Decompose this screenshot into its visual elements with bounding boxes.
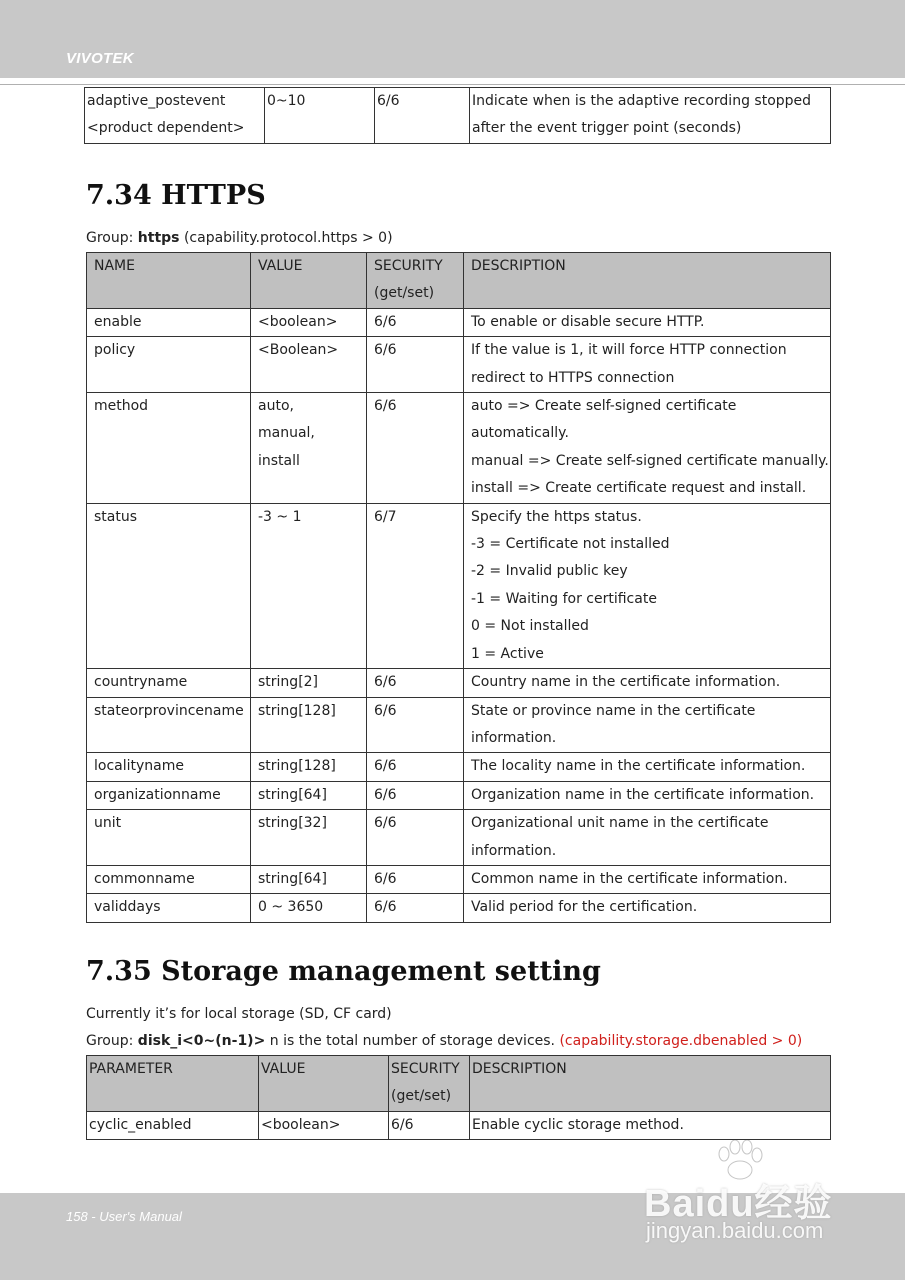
param-security-cell: 6/6 (367, 894, 464, 922)
description-line: -3 = Certificate not installed (471, 536, 670, 553)
param-description-cell (464, 697, 831, 753)
param-value-cell (251, 865, 367, 893)
description-line: If the value is 1, it will force HTTP connection (471, 342, 787, 359)
table-row (87, 393, 831, 504)
param-name-cell (85, 88, 265, 144)
param-security-cell: 6/6 (367, 669, 464, 697)
value-line: <Boolean> (258, 342, 339, 359)
group-note: n is the total number of storage devices. (265, 1033, 560, 1049)
description-line: after the event trigger point (seconds) (472, 120, 742, 137)
description-line: Organization name in the certificate information. (471, 786, 815, 803)
table-row (87, 1111, 831, 1139)
value-line: manual, (258, 425, 315, 442)
value-line: install (258, 452, 300, 469)
watermark-site-text: jingyan.baidu.com (646, 1218, 824, 1243)
description-line: Specify the https status. (471, 508, 642, 525)
param-name-line: <product dependent> (87, 120, 245, 137)
value-line: auto, (258, 398, 294, 415)
table-row (87, 753, 831, 781)
param-value-cell (251, 337, 367, 393)
section-heading-https: 7.34 HTTPS (86, 180, 266, 211)
column-header-description: DESCRIPTION (464, 253, 831, 309)
param-value-cell (251, 308, 367, 336)
baidu-watermark (640, 1140, 860, 1250)
security-header-line: (get/set) (391, 1088, 452, 1105)
param-description-cell (464, 337, 831, 393)
column-header-security (367, 253, 464, 309)
param-value-cell: <boolean> (259, 1111, 389, 1139)
param-name-cell: method (87, 393, 251, 504)
param-description-cell: Enable cyclic storage method. (470, 1111, 831, 1139)
table-row (87, 503, 831, 668)
description-line: -2 = Invalid public key (471, 563, 628, 580)
description-line: Common name in the certificate information. (471, 870, 788, 887)
value-line: string[128] (258, 702, 336, 719)
param-description-cell (470, 88, 831, 144)
param-description-cell (464, 810, 831, 866)
param-security-cell: 6/6 (367, 697, 464, 753)
table-row (87, 810, 831, 866)
description-line: Organizational unit name in the certificate (471, 815, 769, 832)
table-header-row (87, 1056, 831, 1112)
table-header-row (87, 253, 831, 309)
param-value-cell (251, 669, 367, 697)
group-label: Group: (86, 1033, 138, 1049)
value-line: string[64] (258, 870, 327, 887)
param-description-cell (464, 781, 831, 809)
https-table-body (87, 308, 831, 922)
param-security-cell: 6/6 (367, 393, 464, 504)
group-line-storage (86, 1033, 802, 1049)
security-header-line: (get/set) (374, 285, 435, 302)
storage-intro: Currently it’s for local storage (SD, CF card) (86, 1006, 392, 1022)
param-value-cell (251, 393, 367, 504)
description-line: -1 = Waiting for certificate (471, 590, 657, 607)
param-name-cell: unit (87, 810, 251, 866)
header-divider (0, 84, 905, 85)
param-name-cell: enable (87, 308, 251, 336)
param-security-cell: 6/6 (367, 810, 464, 866)
description-line: information. (471, 729, 557, 746)
param-security-cell: 6/6 (375, 88, 470, 144)
description-line: automatically. (471, 425, 569, 442)
value-line: <boolean> (258, 313, 338, 330)
group-condition: (capability.protocol.https > 0) (179, 230, 393, 246)
section-heading-storage: 7.35 Storage management setting (86, 956, 601, 987)
table-row (87, 781, 831, 809)
table-row (87, 669, 831, 697)
param-value-cell (251, 894, 367, 922)
continued-parameter-table (84, 87, 831, 144)
column-header-name: NAME (87, 253, 251, 309)
security-header-line: SECURITY (374, 258, 443, 274)
description-line: To enable or disable secure HTTP. (471, 313, 705, 330)
param-value-cell (251, 753, 367, 781)
description-line: install => Create certificate request and install. (471, 480, 807, 497)
column-header-security (389, 1056, 470, 1112)
description-line: Indicate when is the adaptive recording stopped (472, 93, 812, 109)
param-description-cell (464, 753, 831, 781)
param-value-cell (251, 810, 367, 866)
param-description-cell (464, 393, 831, 504)
table-row (87, 865, 831, 893)
security-header-line: SECURITY (391, 1061, 460, 1077)
value-line: string[64] (258, 786, 327, 803)
param-description-cell (464, 865, 831, 893)
column-header-description: DESCRIPTION (470, 1056, 831, 1112)
param-name-cell: localityname (87, 753, 251, 781)
param-name-cell: policy (87, 337, 251, 393)
param-name-cell: status (87, 503, 251, 668)
storage-parameter-table (86, 1055, 831, 1140)
group-line-https (86, 230, 393, 246)
value-line: string[32] (258, 815, 327, 832)
value-line: 0 ~ 3650 (258, 899, 324, 916)
table-row (87, 308, 831, 336)
param-name-cell: commonname (87, 865, 251, 893)
value-line: string[2] (258, 674, 319, 691)
param-name-line: adaptive_postevent (87, 93, 226, 109)
table-row (87, 337, 831, 393)
brand-logo-text: VIVOTEK (66, 50, 134, 67)
description-line: State or province name in the certificate (471, 702, 756, 719)
param-security-cell: 6/7 (367, 503, 464, 668)
description-line: auto => Create self-signed certificate (471, 398, 737, 415)
param-name-cell: cyclic_enabled (87, 1111, 259, 1139)
param-name-cell: validdays (87, 894, 251, 922)
description-line: manual => Create self-signed certificate manually. (471, 452, 829, 469)
value-line: string[128] (258, 758, 336, 775)
param-security-cell: 6/6 (367, 308, 464, 336)
param-description-cell (464, 308, 831, 336)
description-line: The locality name in the certificate information. (471, 758, 806, 775)
description-line: 1 = Active (471, 645, 544, 662)
description-line: redirect to HTTPS connection (471, 369, 675, 386)
group-condition: (capability.storage.dbenabled > 0) (559, 1033, 803, 1049)
param-description-cell (464, 894, 831, 922)
page-number: 158 - User's Manual (66, 1209, 182, 1224)
param-security-cell: 6/6 (367, 753, 464, 781)
param-value-cell (251, 781, 367, 809)
column-header-value: VALUE (251, 253, 367, 309)
param-name-cell: countryname (87, 669, 251, 697)
param-security-cell: 6/6 (389, 1111, 470, 1139)
param-security-cell: 6/6 (367, 337, 464, 393)
https-parameter-table (86, 252, 831, 923)
column-header-name: PARAMETER (87, 1056, 259, 1112)
param-security-cell: 6/6 (367, 781, 464, 809)
column-header-value: VALUE (259, 1056, 389, 1112)
param-security-cell: 6/6 (367, 865, 464, 893)
table-row (87, 894, 831, 922)
param-value-cell (251, 503, 367, 668)
value-line: -3 ~ 1 (258, 508, 302, 525)
group-label: Group: (86, 230, 138, 246)
param-description-cell (464, 503, 831, 668)
table-row (85, 88, 831, 144)
param-value-cell: 0~10 (265, 88, 375, 144)
description-line: Country name in the certificate information. (471, 674, 781, 691)
param-description-cell (464, 669, 831, 697)
page-header-band (0, 0, 905, 78)
description-line: Valid period for the certification. (471, 899, 698, 916)
param-name-cell: organizationname (87, 781, 251, 809)
param-name-cell: stateorprovincename (87, 697, 251, 753)
table-row (87, 697, 831, 753)
description-line: information. (471, 842, 557, 859)
group-name: disk_i<0~(n-1)> (137, 1033, 266, 1049)
group-name: https (137, 230, 180, 246)
param-value-cell (251, 697, 367, 753)
watermark-logo-text: Baidu经验 (644, 1183, 833, 1225)
description-line: 0 = Not installed (471, 618, 589, 635)
